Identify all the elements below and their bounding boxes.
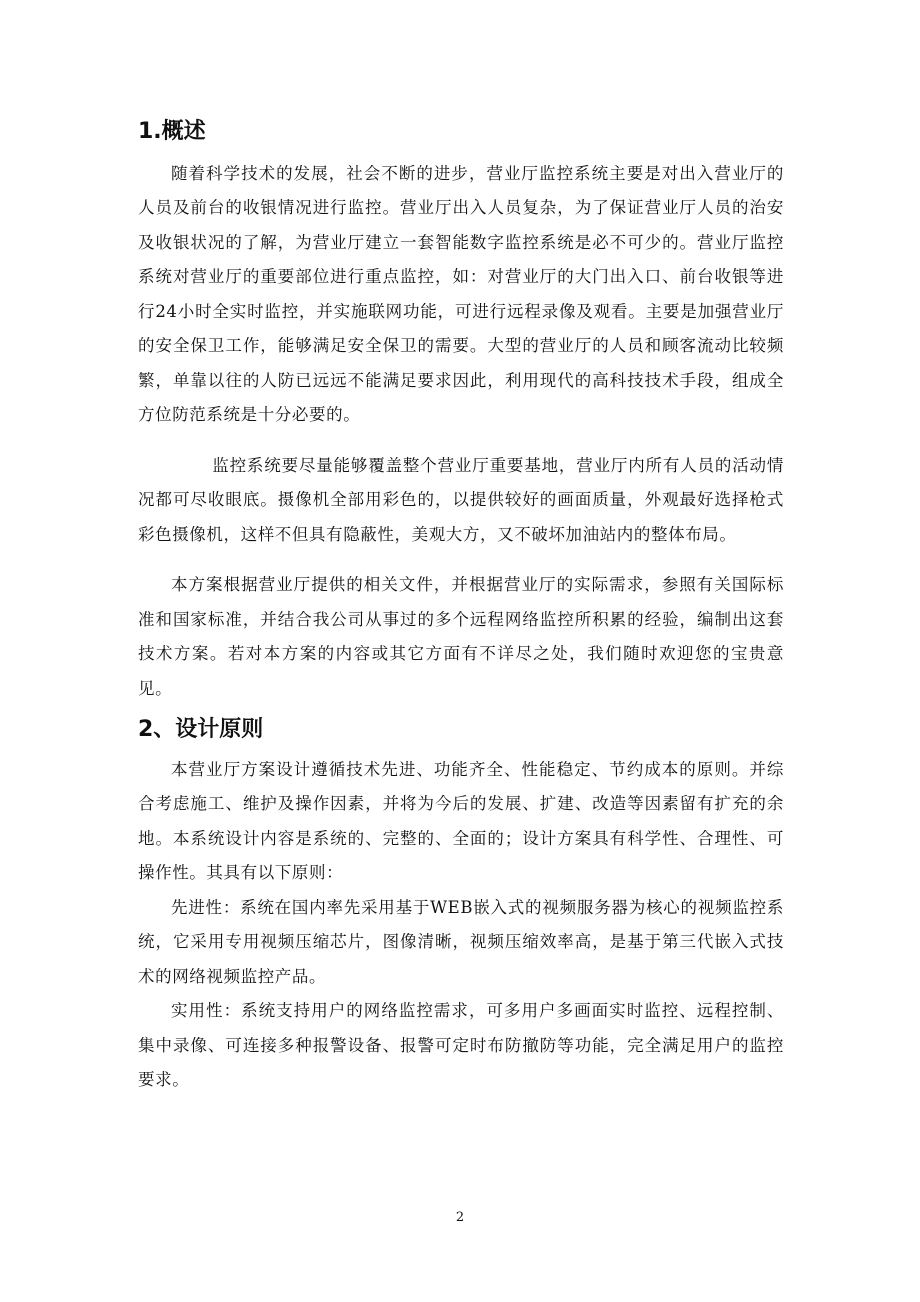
paragraph: 本营业厅方案设计遵循技术先进、功能齐全、性能稳定、节约成本的原则。并综合考虑施工、维护及操作因素，并将为今后的发展、扩建、改造等因素留有扩充的余地。本系统设计内容是系统的、完整的、全面的；设计方案具有科学性、合理性、可操作性。其具有以下原则： — [138, 759, 784, 883]
section-heading-design-principles: 2、设计原则 — [138, 717, 264, 743]
section-heading-overview: 1.概述 — [138, 119, 206, 144]
paragraph: 监控系统要尽量能够覆盖整个营业厅重要基地，营业厅内所有人员的活动情况都可尽收眼底。摄像机全部用彩色的，以提供较好的画面质量，外观最好选择枪式彩色摄像机，这样不但具有隐蔽性，美观大方，又不破坏加油站内的整体布局。 — [138, 455, 784, 544]
paragraph: 本方案根据营业厅提供的相关文件，并根据营业厅的实际需求，参照有关国际标准和国家标准，并结合我公司从事过的多个远程网络监控所积累的经验，编制出这套技术方案。若对本方案的内容或其它方面有不详尽之处，我们随时欢迎您的宝贵意见。 — [138, 575, 784, 698]
paragraph: 随着科学技术的发展，社会不断的进步，营业厅监控系统主要是对出入营业厅的人员及前台的收银情况进行监控。营业厅出入人员复杂，为了保证营业厅人员的治安及收银状况的了解，为营业厅建立一套智能数字监控系统是必不可少的。营业厅监控系统对营业厅的重要部位进行重点监控，如：对营业厅的大门出入口、前台收银等进行24小时全实时监控，并实施联网功能，可进行远程录像及观看。主要是加强营业厅的安全保卫工作，能够满足安全保卫的需要。大型的营业厅的人员和顾客流动比较频繁，单靠以往的人防已远远不能满足要求因此，利用现代的高科技技术手段，组成全方位防范系统是十分必要的。 — [138, 163, 784, 425]
paragraph: 先进性：系统在国内率先采用基于WEB嵌入式的视频服务器为核心的视频监控系统，它采用专用视频压缩芯片，图像清晰，视频压缩效率高，是基于第三代嵌入式技术的网络视频监控产品。 — [138, 897, 784, 986]
paragraph: 实用性：系统支持用户的网络监控需求，可多用户多画面实时监控、远程控制、集中录像、可连接多种报警设备、报警可定时布防撤防等功能，完全满足用户的监控要求。 — [138, 1001, 784, 1090]
page-number: 2 — [455, 1210, 465, 1225]
page-content — [138, 118, 784, 1098]
